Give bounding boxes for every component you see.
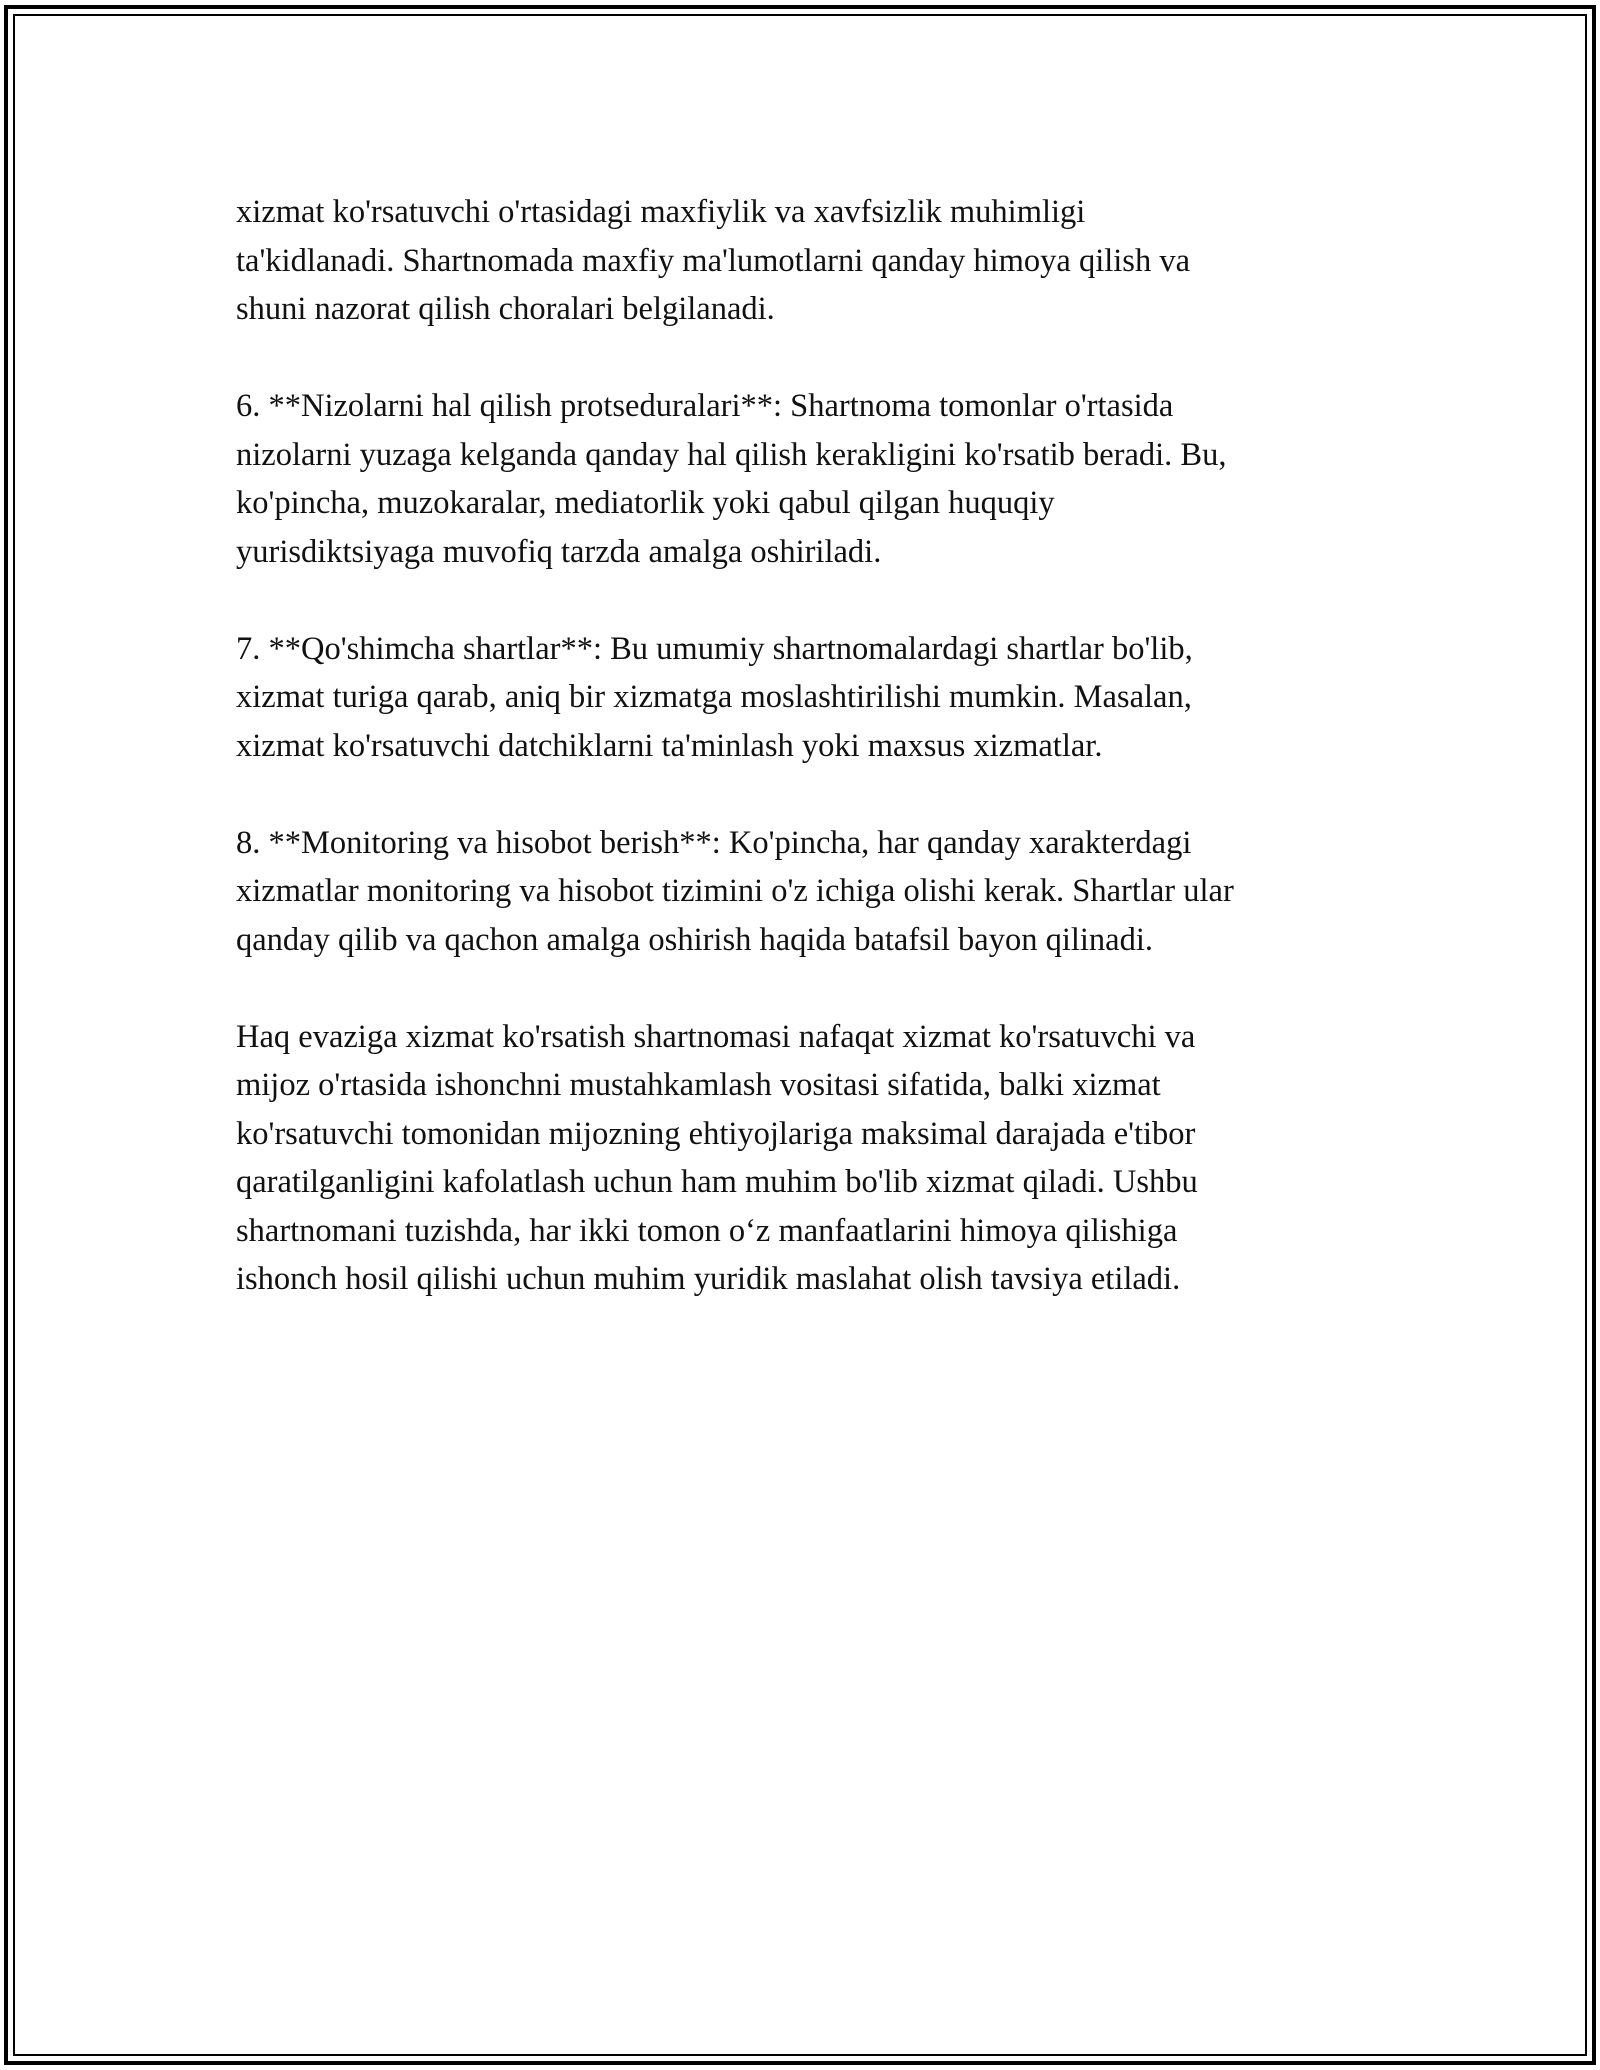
- text-line: ko'pincha, muzokaralar, mediatorlik yoki qabul qilgan huquqiy: [236, 485, 1055, 521]
- text-line: shuni nazorat qilish choralari belgilanadi.: [236, 291, 775, 327]
- text-line: 7. **Qo'shimcha shartlar**: Bu umumiy shartnomalardagi shartlar bo'lib,: [236, 630, 1193, 667]
- text-line: xizmat ko'rsatuvchi datchiklarni ta'minlash yoki maxsus xizmatlar.: [236, 727, 1103, 764]
- text-line: qanday qilib va qachon amalga oshirish haqida batafsil bayon qilinadi.: [236, 921, 1153, 958]
- text-line: xizmatlar monitoring va hisobot tizimini o'z ichiga olishi kerak. Shartlar ular: [236, 873, 1234, 909]
- text-line: yurisdiktsiyaga muvofiq tarzda amalga oshiriladi.: [236, 533, 882, 570]
- text-line: xizmat turiga qarab, aniq bir xizmatga moslashtirilishi mumkin. Masalan,: [236, 679, 1192, 715]
- text-line: xizmat ko'rsatuvchi o'rtasidagi maxfiylik va xavfsizlik muhimligi: [236, 194, 1086, 230]
- text-line: shartnomani tuzishda, har ikki tomon o‘z manfaatlarini himoya qilishiga: [236, 1212, 1178, 1249]
- text-line: ishonch hosil qilishi uchun muhim yuridik maslahat olish tavsiya etiladi.: [236, 1261, 1181, 1297]
- text-line: qaratilganligini kafolatlash uchun ham muhim bo'lib xizmat qiladi. Ushbu: [236, 1164, 1198, 1200]
- text-line: mijoz o'rtasida ishonchni mustahkamlash vositasi sifatida, balki xizmat: [236, 1067, 1161, 1103]
- paragraph-confidentiality-continuation: [236, 188, 1376, 334]
- text-line: Haq evaziga xizmat ko'rsatish shartnomasi nafaqat xizmat ko'rsatuvchi va: [236, 1018, 1196, 1055]
- paragraph-monitoring-reporting: [236, 819, 1376, 965]
- text-line: ta'kidlanadi. Shartnomada maxfiy ma'lumotlarni qanday himoya qilish va: [236, 242, 1190, 279]
- paragraph-additional-terms: [236, 625, 1376, 771]
- document-body: [236, 188, 1376, 1352]
- text-line: 8. **Monitoring va hisobot berish**: Ko'pincha, har qanday xarakterdagi: [236, 824, 1192, 861]
- paragraph-conclusion: [236, 1013, 1376, 1304]
- text-line: nizolarni yuzaga kelganda qanday hal qilish kerakligini ko'rsatib beradi. Bu,: [236, 436, 1227, 473]
- text-line: 6. **Nizolarni hal qilish protseduralari**: Shartnoma tomonlar o'rtasida: [236, 388, 1174, 424]
- paragraph-dispute-resolution: [236, 382, 1376, 576]
- text-line: ko'rsatuvchi tomonidan mijozning ehtiyojlariga maksimal darajada e'tibor: [236, 1115, 1196, 1152]
